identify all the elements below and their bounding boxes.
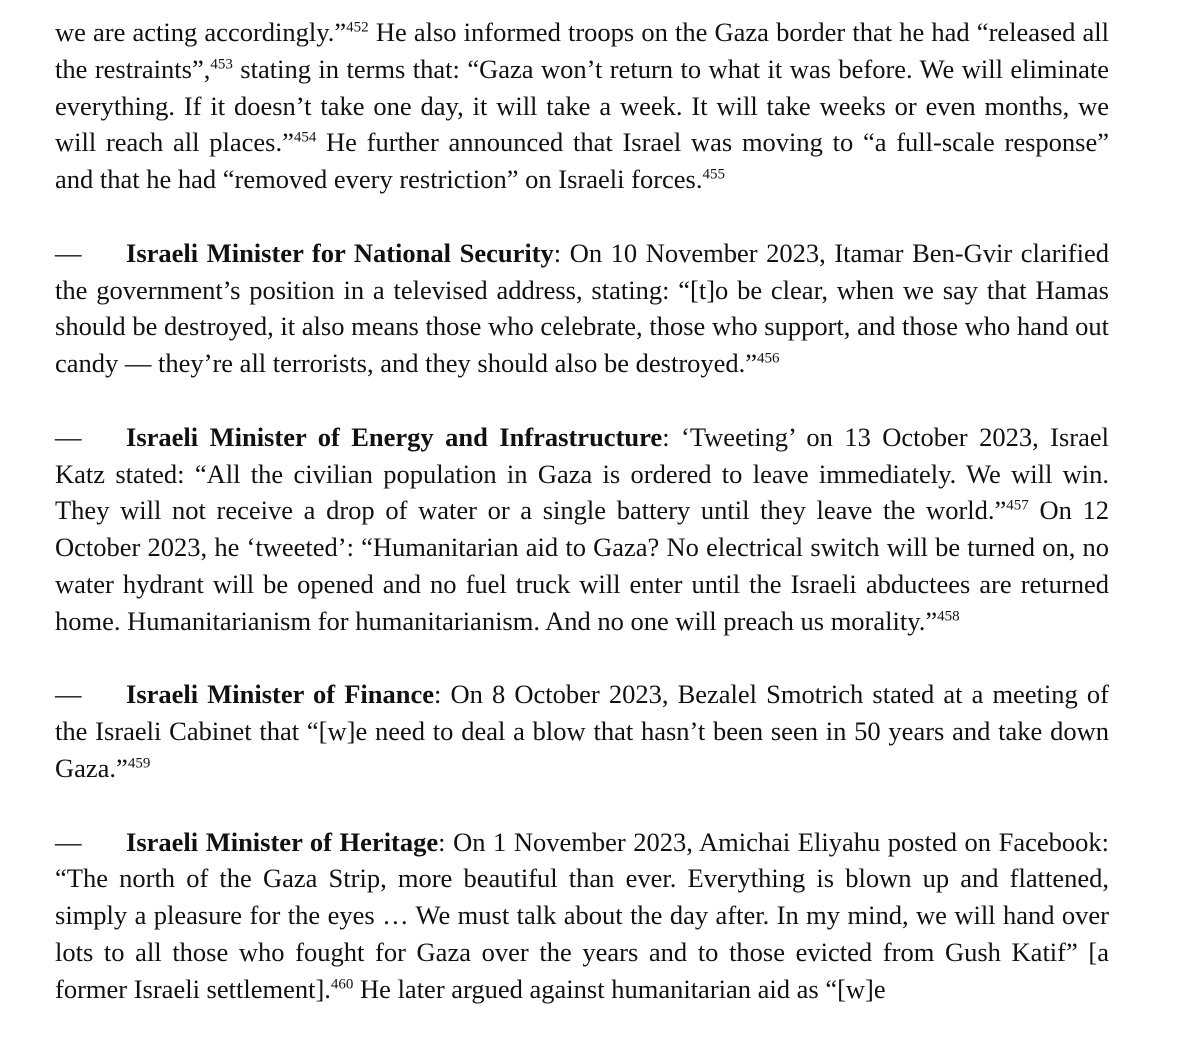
paragraph-p1 xyxy=(55,14,1109,198)
body-text: On 12 October 2023, he ‘tweeted’: “Humanitarian aid to Gaza? No electrical switch will be turned on, no water hydrant will be opened and no fuel truck will enter until the Israeli abductees are returned home. Humanitarianism for humanitarianism. And no one will preach us morality.” xyxy=(55,495,1109,636)
paragraph-heading: Israeli Minister of Energy and Infrastructure xyxy=(126,421,663,452)
paragraph-heading: Israeli Minister of Finance xyxy=(126,679,435,710)
paragraph-finance xyxy=(55,676,1109,786)
body-text: we are acting accordingly.” xyxy=(55,17,347,47)
body-text: : ‘Tweeting’ on 13 October 2023, Israel Katz stated: “All the civilian population in Gaza is ordered to leave immediately. We will win. They will not receive a drop of water or a single battery until they leave the world.” xyxy=(55,421,1109,526)
body-text: He also informed troops on the Gaza border that he had “released all the restraints”, xyxy=(55,17,1109,84)
body-text: : On 8 October 2023, Bezalel Smotrich stated at a meeting of the Israeli Cabinet that “[w]e need to deal a blow that hasn’t been seen in 50 years and take down Gaza.” xyxy=(55,679,1109,783)
em-dash-marker: — xyxy=(55,237,82,268)
footnote-reference: 454 xyxy=(293,130,317,147)
paragraph-energy-infrastructure xyxy=(55,419,1109,640)
paragraph-heading: Israeli Minister of Heritage xyxy=(126,826,439,857)
footnote-reference: 457 xyxy=(1006,498,1029,515)
body-text: He later argued against humanitarian aid as “[w]e xyxy=(353,973,886,1004)
em-dash-marker: — xyxy=(55,421,82,452)
body-text: : On 10 November 2023, Itamar Ben-Gvir clarified the government’s position in a televised address, stating: “[t]o be clear, when we say that Hamas should be destroyed, it also means those who celebrate, those who support, and those who hand out candy — they’re all terrorists, and they should also be destroyed.” xyxy=(55,237,1110,379)
footnote-reference: 452 xyxy=(346,19,369,36)
body-text: He further announced that Israel was moving to “a full-scale response” and that he had “removed every restriction” on Israeli forces. xyxy=(55,127,1109,195)
footnote-reference: 460 xyxy=(330,976,354,993)
footnote-reference: 458 xyxy=(937,608,960,625)
paragraph-heritage xyxy=(55,824,1109,1008)
em-dash-marker: — xyxy=(55,826,82,857)
body-text: : On 1 November 2023, Amichai Eliyahu posted on Facebook: “The north of the Gaza Strip, more beautiful than ever. Everything is blown up and flattened, simply a pleasure for the eyes … We must talk about the day after. In my mind, we will hand over lots to all those who fought for Gaza over the years and to those evicted from Gush Katif” [a former Israeli settlement]. xyxy=(55,826,1109,1004)
footnote-reference: 453 xyxy=(210,56,233,73)
paragraph-heading: Israeli Minister for National Security xyxy=(126,237,554,268)
footnote-reference: 455 xyxy=(702,166,725,183)
document-page xyxy=(55,14,1109,1044)
footnote-reference: 456 xyxy=(757,350,780,367)
body-text: stating in terms that: “Gaza won’t return to what it was before. We will eliminate everything. If it doesn’t take one day, it will take a week. It will take weeks or even months, we will reach all places.” xyxy=(55,53,1109,158)
em-dash-marker: — xyxy=(55,679,82,710)
paragraph-national-security xyxy=(55,235,1109,382)
footnote-reference: 459 xyxy=(127,755,151,772)
